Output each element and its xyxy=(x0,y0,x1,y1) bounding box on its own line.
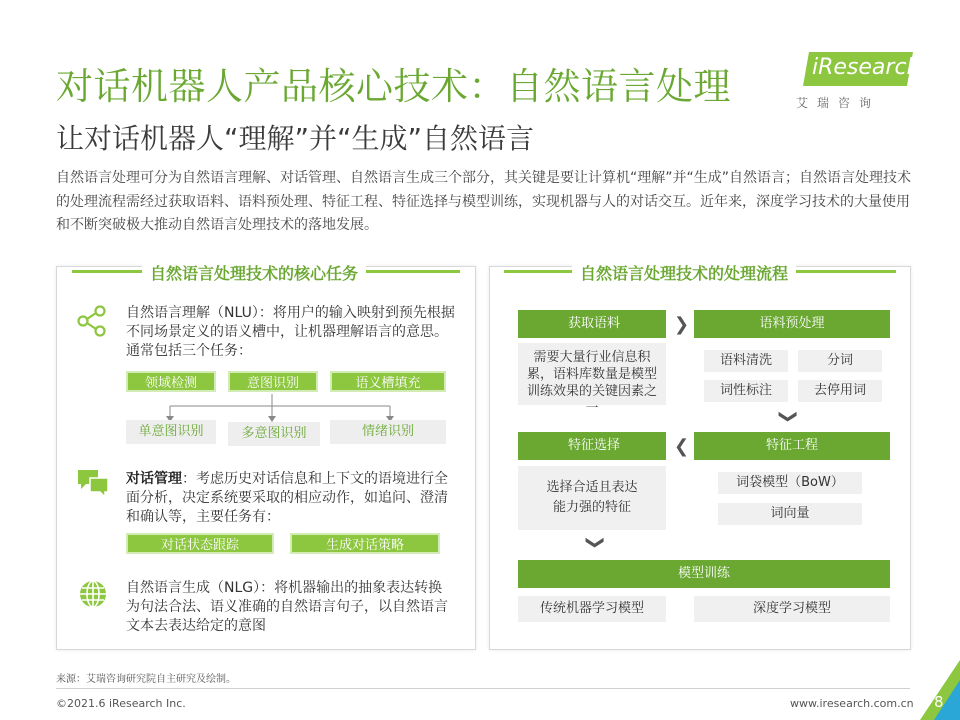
chevron-down-icon-2: ❯ xyxy=(585,534,607,551)
preprocess-pos-tag: 词性标注 xyxy=(704,380,788,402)
preprocess-stopwords: 去停用词 xyxy=(798,380,882,402)
flow-step-feature-engineering: 特征工程 xyxy=(694,432,890,460)
footer-source: 来源：艾瑞咨询研究院自主研究及绘制。 xyxy=(56,674,236,685)
footer-divider xyxy=(56,688,910,689)
logo-text: iResearch xyxy=(812,55,921,80)
left-panel-title: 自然语言处理技术的核心任务 xyxy=(142,261,366,284)
nlu-task-domain: 领域检测 xyxy=(126,371,216,392)
footer-copyright: ©2021.6 iResearch Inc. xyxy=(56,697,186,710)
feature-selection-note: 选择合适且表达能力强的特征 xyxy=(518,466,666,530)
nlu-task-slot: 语义槽填充 xyxy=(330,371,446,392)
feature-word-vector: 词向量 xyxy=(718,503,862,525)
logo-cn-text: 艾瑞咨询 xyxy=(796,96,881,110)
right-panel-title: 自然语言处理技术的处理流程 xyxy=(572,261,796,284)
page-subtitle: 让对话机器人“理解”并“生成”自然语言 xyxy=(56,122,535,155)
flow-step-model-training: 模型训练 xyxy=(518,560,890,588)
flow-step-acquire-corpus: 获取语料 xyxy=(518,310,666,338)
corner-decoration xyxy=(920,660,960,720)
preprocess-segment: 分词 xyxy=(798,350,882,372)
nlg-description: 自然语言生成（NLG）：将机器输出的抽象表达转换为句法合法、语义准确的自然语言句子，以自然语言文本去表达给定的意图 xyxy=(126,580,448,634)
chat-icon xyxy=(76,468,110,498)
model-traditional-ml: 传统机器学习模型 xyxy=(518,596,666,622)
page-number: 8 xyxy=(934,693,944,711)
dm-text: ：考虑历史对话信息和上下文的语境进行全面分析，决定系统要采取的相应动作，如追问、澄清和确认等，主要任务有： xyxy=(126,471,448,525)
flow-step-feature-selection: 特征选择 xyxy=(518,432,666,460)
preprocess-clean: 语料清洗 xyxy=(704,350,788,372)
page-title: 对话机器人产品核心技术：自然语言处理 xyxy=(56,65,731,108)
nlu-description: 自然语言理解（NLU）：将用户的输入映射到预先根据不同场景定义的语义槽中，让机器理解语言的意思。通常包括三个任务： xyxy=(126,305,455,359)
share-icon xyxy=(76,305,108,337)
chevron-down-icon: ❯ xyxy=(778,408,800,425)
model-deep-learning: 深度学习模型 xyxy=(694,596,890,622)
nlu-subtask-single-intent: 单意图识别 xyxy=(126,420,216,444)
dm-task-policy: 生成对话策略 xyxy=(290,533,440,554)
flow-step-acquire-note: 需要大量行业信息积累，语料库数量是模型训练效果的关键因素之一 xyxy=(518,343,666,405)
chevron-right-icon: ❯ xyxy=(674,314,690,335)
feature-bow: 词袋模型（BoW） xyxy=(718,472,862,494)
footer-url: www.iresearch.com.cn xyxy=(790,697,914,710)
flow-step-preprocess: 语料预处理 xyxy=(694,310,890,338)
nlu-subtask-multi-intent: 多意图识别 xyxy=(228,422,320,446)
dm-task-state-tracking: 对话状态跟踪 xyxy=(126,533,274,554)
intro-paragraph: 自然语言处理可分为自然语言理解、对话管理、自然语言生成三个部分，其关键是要让计算机“理解”并“生成”自然语言；自然语言处理技术的处理流程需经过获取语料、语料预处理、特征工程、特征选择与模型训练，实现机器与人的对话交互。近年来，深度学习技术的大量使用和不断突破极大推动自然语言处理技术的落地发展。 xyxy=(56,170,912,233)
nlu-task-intent: 意图识别 xyxy=(228,371,318,392)
dm-label: 对话管理 xyxy=(126,471,182,487)
dm-description xyxy=(126,470,456,527)
globe-icon xyxy=(78,579,108,609)
chevron-left-icon: ❮ xyxy=(674,436,690,457)
nlu-subtask-emotion: 情绪识别 xyxy=(330,420,446,444)
